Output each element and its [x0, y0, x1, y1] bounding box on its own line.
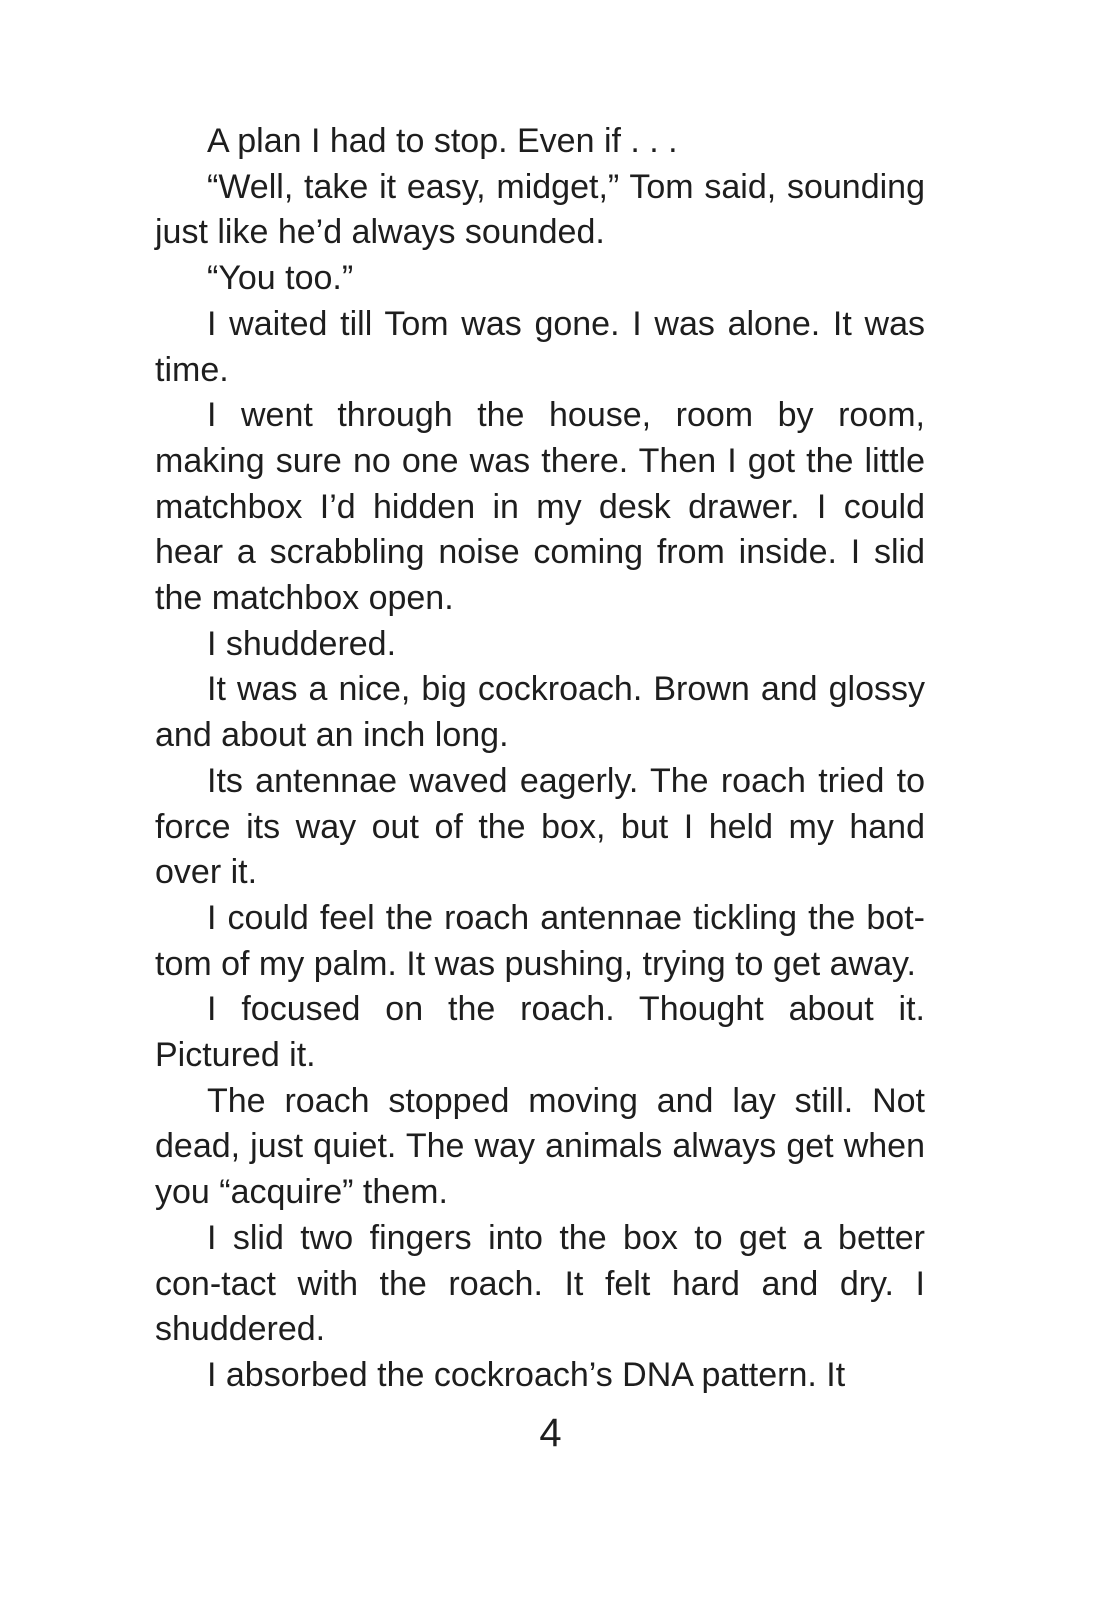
paragraph: I shuddered.: [207, 624, 397, 663]
paragraph: I waited till Tom was gone. I was alone. It was time.: [155, 304, 925, 389]
paragraph: I absorbed the cockroach’s DNA pattern. It: [207, 1355, 846, 1394]
page-number: 4: [539, 1411, 562, 1455]
paragraph: “Well, take it easy, midget,” Tom said, sounding just like he’d always sounded.: [155, 167, 925, 252]
paragraph: I went through the house, room by room, making sure no one was there. Then I got the little matchbox I’d hidden in my desk drawer. I could hear a scrabbling noise coming from inside. I slid the matchbox open.: [155, 396, 925, 618]
paragraph: It was a nice, big cockroach. Brown and glossy and about an inch long.: [155, 670, 925, 755]
paragraph: I focused on the roach. Thought about it. Pictured it.: [155, 990, 925, 1075]
paragraph: A plan I had to stop. Even if . . .: [207, 122, 678, 160]
paragraph: Its antennae waved eagerly. The roach tried to force its way out of the box, but I held my hand over it.: [155, 761, 925, 892]
paragraph: I could feel the roach antennae tickling the bot-tom of my palm. It was pushing, trying to get away.: [155, 898, 925, 983]
paragraph: “You too.”: [207, 259, 354, 298]
page-body: [155, 119, 925, 1399]
paragraph: The roach stopped moving and lay still. Not dead, just quiet. The way animals always get when you “acquire” them.: [155, 1081, 925, 1212]
paragraph: I slid two fingers into the box to get a better con-tact with the roach. It felt hard and dry. I shuddered.: [155, 1218, 925, 1349]
